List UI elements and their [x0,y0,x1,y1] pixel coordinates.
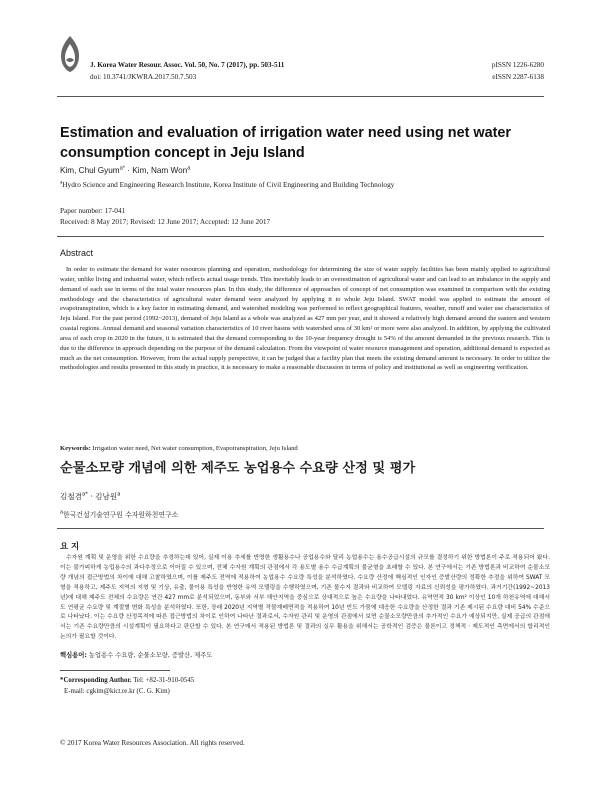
author-2-sup: a [187,165,191,172]
authors [60,166,190,175]
korean-summary-text: 수자원 계획 및 운영을 위한 수요량을 추정하는데 있어, 실제 이용 추세를 반영한 생활용수나 공업용수와 달리 농업용수는 용수공급시설의 규모를 결정하기 위한 방법론이 주로 적용되어 왔다. 이는 불가피하게 농업용수의 과다추정으로 이어질 수 있으며, 전체 수자원 계획의 관점에서 각 용도별 용수 수급계획의 불균형을 초래할 수 있다. 본 연구에서는 기존 방법론과 비교하여 순물소모량 개념의 접근방법의 차이에 대해 고찰하였으며, 이를 제주도 전역에 적용하여 농업용수 수요량 특성을 분석하였다. 수요량 산정에 핵심적인 인자인 증발산량의 정확한 추정을 위하여 SWAT 모형을 적용하고, 제주도 지역의 지형 및 기상, 유출, 물이용 특성을 반영한 유역 모델링을 수행하였으며, 기존 물수지 결과와 비교하여 모델링 자료의 신뢰성을 평가하였다. 과거기간(1992~2013년)에 대해 제주도 전체의 수요량은 연간 427 mm로 분석되었으며, 동부와 서부 해안지역을 중심으로 상대적으로 높은 수요량을 나타내었다. 유역면적 30 km² 이상인 10개 하천유역에 대해서도 연평균 수요량 및 계절별 변화 특성을 분석하였다. 또한, 장래 2020년 지역별 작물재배면적을 적용하여 10년 빈도 가뭄에 대응한 수요량을 산정한 결과 기존 제시된 수요량 대비 54% 수준으로 나타났다. 이는 수요량 산정목적에 따른 접근방법의 차이로 인하여 나타난 결과로서, 수자원 관리 및 운영의 관점에서 보면 순물소모량만큼의 추가적인 수요가 예상되지만, 실제 공급의 관점에서는 기존 수요량만큼의 시설계획이 필요하다고 판단할 수 있다. 본 연구에서 적용된 방법론 및 결과의 실무 활용을 위해서는 공학적인 검증은 물론이고 정책적 · 제도적인 측면에서의 합리적인 논의가 필요할 것이다. [60,555,550,641]
abstract-text: In order to estimate the demand for water resources planning and operation, methodology for determining the size of water supply facilities has been mainly applied to agricultural water, unlike living and industrial water, which reflects actual usage trends. This inevitably leads to an overestimation of agricultural water and can lead to an imbalance in the supply and demand of each use in terms of the total water resources plan. In this study, the difference of approaches of concept of net consumption was examined in comparison with the existing methodology and the characteristics of agricultural water demand were analyzed by applying it to whole Jeju Island. SWAT model was applied to estimate the amount of evapotranspiration, which is a key factor in estimating demand, and watershed modeling was performed to reflect geographical features, weather, runoff and water use characteristics of Jeju Island. For the past period (1992~2013), demand of Jeju Island as a whole was analyzed as 427 mm per year, and it showed a relatively high demand around the eastern and western coastal regions. Annual demand and seasonal variation characteristics of 10 river basins with watershed area of 30 km² or more were also analyzed. In addition, by applying the cultivated area of each crop in 2020 in the future, it is estimated that the demand corresponding to the 10-year frequency drought is 54% of the amount demanded in the previous research. This is due to the difference in approach depending on the purpose of the demand calculation. From the viewpoint of water resource management and operation, additional demand is expected as much as the net consumption. However, from the actual supply perspective, it can be judged that a facility plan that meets the existing demand amount is necessary. In order to utilize the methodologies and results presented in this study in practice, it is necessary to make a reasonable discussion in terms of policy and institutional as well as engineering verification. [60,266,550,372]
footnote-divider [60,670,170,671]
korean-keywords-label: 핵심용어: [60,652,87,659]
korean-summary-heading: 요 지 [60,541,80,551]
keywords-label: Keywords: [60,445,91,452]
korean-author-2: · 김남원 [87,492,118,501]
paper-info [60,205,270,227]
corresponding-author [60,676,194,697]
korean-author-1: 김철겸 [60,492,83,501]
author-2: · Kim, Nam Won [125,166,188,175]
korean-title: 순물소모량 개념에 의한 제주도 농업용수 수요량 산정 및 평가 [60,461,416,476]
paper-dates: Received: 8 May 2017; Revised: 12 June 2017; Accepted: 12 June 2017 [60,217,271,226]
korean-affiliation-sup: a [60,510,63,516]
header-divider [57,96,544,97]
keywords [60,445,550,452]
corresponding-tel: Tel: +82-31-910-0545 [131,677,195,684]
korean-keywords-list: 농업용수 수요량, 순물소모량, 증발산, 제주도 [86,652,213,659]
affiliation-text: Hydro Science and Engineering Research Institute, Korea Institute of Civil Engineering and Building Technology [62,180,395,189]
pissn: pISSN 1226-6280 [491,61,544,69]
keywords-list: Irrigation water need, Net water consumption, Evapotranspiration, Jeju Island [90,445,298,452]
abstract-heading: Abstract [60,248,94,258]
korean-author-1-sup: a* [82,491,88,498]
journal-citation: J. Korea Water Resour. Assoc. Vol. 50, No. 7 (2017), pp. 503-511 [90,61,285,69]
affiliation [60,180,550,189]
paper-title: Estimation and evaluation of irrigation water need using net water consumption concept in Jeju Island [60,125,511,161]
info-divider [57,236,544,237]
eissn: eISSN 2287-6138 [492,73,544,81]
korean-author-2-sup: a [117,491,121,498]
korean-affiliation [60,509,178,519]
corresponding-label: *Corresponding Author. [60,677,132,684]
korean-authors [60,491,120,502]
copyright: © 2017 Korea Water Resources Association. All rights reserved. [60,739,245,747]
author-1-sup: a* [119,165,126,172]
paper-number: Paper number: 17-041 [60,206,126,215]
doi[interactable]: doi: 10.3741/JKWRA.2017.50.7.503 [90,73,197,81]
affiliation-sup: a [60,179,63,186]
korean-divider [57,528,544,529]
author-1: Kim, Chul Gyum [60,166,120,175]
korean-keywords [60,650,550,659]
korean-affiliation-text: 한국건설기술연구원 수자원하천연구소 [62,511,179,519]
corresponding-email[interactable]: E-mail: cgkim@kict.re.kr (C. G. Kim) [64,687,170,695]
journal-logo-icon [57,34,83,74]
journal-header [57,34,544,94]
